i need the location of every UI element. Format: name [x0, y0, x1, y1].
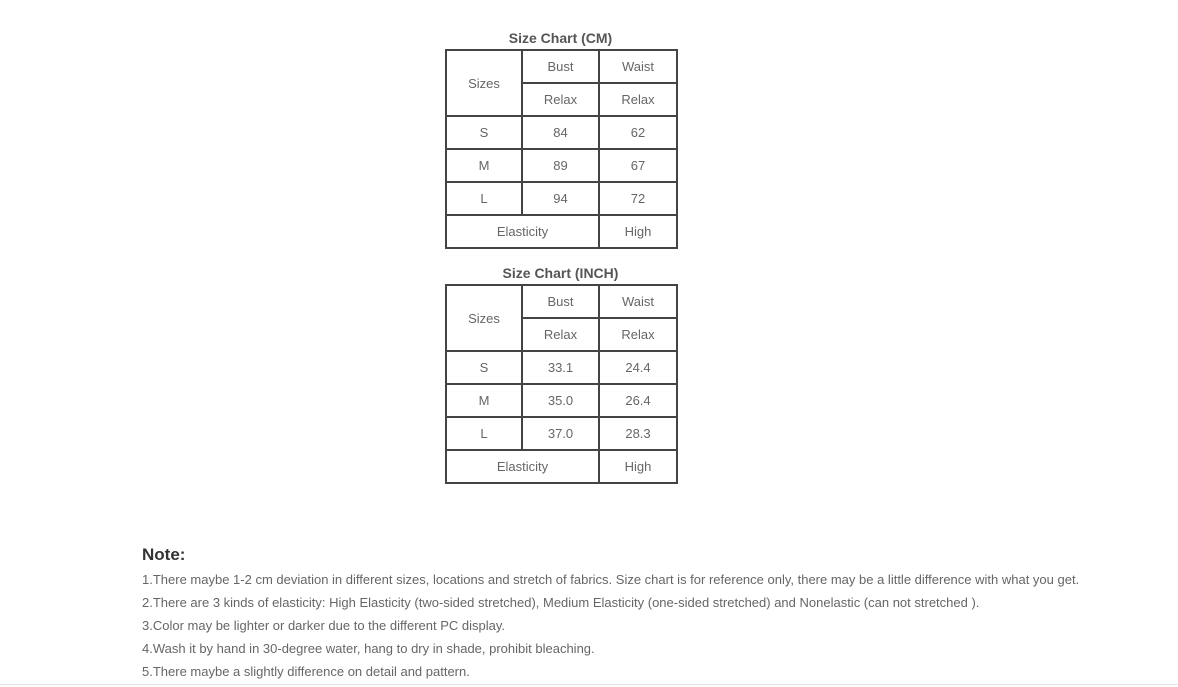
waist-cell: 67: [599, 149, 677, 182]
elasticity-value: High: [599, 215, 677, 248]
header-sizes: Sizes: [446, 285, 522, 351]
table-row: [446, 116, 677, 149]
header-bust: Bust: [522, 50, 599, 83]
note-section: [142, 543, 1142, 683]
waist-cell: 24.4: [599, 351, 677, 384]
header-waist: Waist: [599, 50, 677, 83]
header-sizes: Sizes: [446, 50, 522, 116]
waist-cell: 28.3: [599, 417, 677, 450]
elasticity-row: [446, 450, 677, 483]
table-header-row: [446, 285, 677, 318]
table-row: [446, 149, 677, 182]
bust-cell: 33.1: [522, 351, 599, 384]
waist-cell: 26.4: [599, 384, 677, 417]
size-cell: M: [446, 149, 522, 182]
table-row: [446, 182, 677, 215]
size-cell: S: [446, 116, 522, 149]
chart-title-inch: Size Chart (INCH): [502, 265, 619, 281]
waist-fit: Relax: [599, 83, 677, 116]
waist-cell: 62: [599, 116, 677, 149]
bust-cell: 37.0: [522, 417, 599, 450]
elasticity-value: High: [599, 450, 677, 483]
bottom-divider: [0, 684, 1178, 685]
size-chart-cm: [445, 27, 676, 249]
bust-cell: 89: [522, 149, 599, 182]
note-line: 2.There are 3 kinds of elasticity: High Elasticity (two-sided stretched), Medium Elasticity (one-sided stretched) and Nonelastic (can not stretched ).: [142, 595, 980, 610]
size-chart-inch: [445, 262, 676, 484]
size-cell: S: [446, 351, 522, 384]
elasticity-row: [446, 215, 677, 248]
bust-cell: 94: [522, 182, 599, 215]
note-line: 3.Color may be lighter or darker due to the different PC display.: [142, 618, 505, 633]
size-cell: L: [446, 182, 522, 215]
bust-cell: 35.0: [522, 384, 599, 417]
table-header-row: [446, 50, 677, 83]
waist-fit: Relax: [599, 318, 677, 351]
note-line: 5.There maybe a slightly difference on detail and pattern.: [142, 664, 470, 679]
note-line: 1.There maybe 1-2 cm deviation in different sizes, locations and stretch of fabrics. Size chart is for reference only, there may be a little difference with what you get.: [142, 572, 1080, 587]
size-table-cm: [445, 49, 678, 249]
size-table-inch: [445, 284, 678, 484]
size-cell: M: [446, 384, 522, 417]
header-bust: Bust: [522, 285, 599, 318]
table-row: [446, 384, 677, 417]
elasticity-label: Elasticity: [446, 450, 599, 483]
note-title: Note:: [142, 545, 186, 564]
note-line: 4.Wash it by hand in 30-degree water, hang to dry in shade, prohibit bleaching.: [142, 641, 595, 656]
header-waist: Waist: [599, 285, 677, 318]
bust-cell: 84: [522, 116, 599, 149]
table-row: [446, 351, 677, 384]
size-cell: L: [446, 417, 522, 450]
chart-title-cm: Size Chart (CM): [508, 30, 613, 46]
bust-fit: Relax: [522, 318, 599, 351]
elasticity-label: Elasticity: [446, 215, 599, 248]
waist-cell: 72: [599, 182, 677, 215]
table-row: [446, 417, 677, 450]
bust-fit: Relax: [522, 83, 599, 116]
